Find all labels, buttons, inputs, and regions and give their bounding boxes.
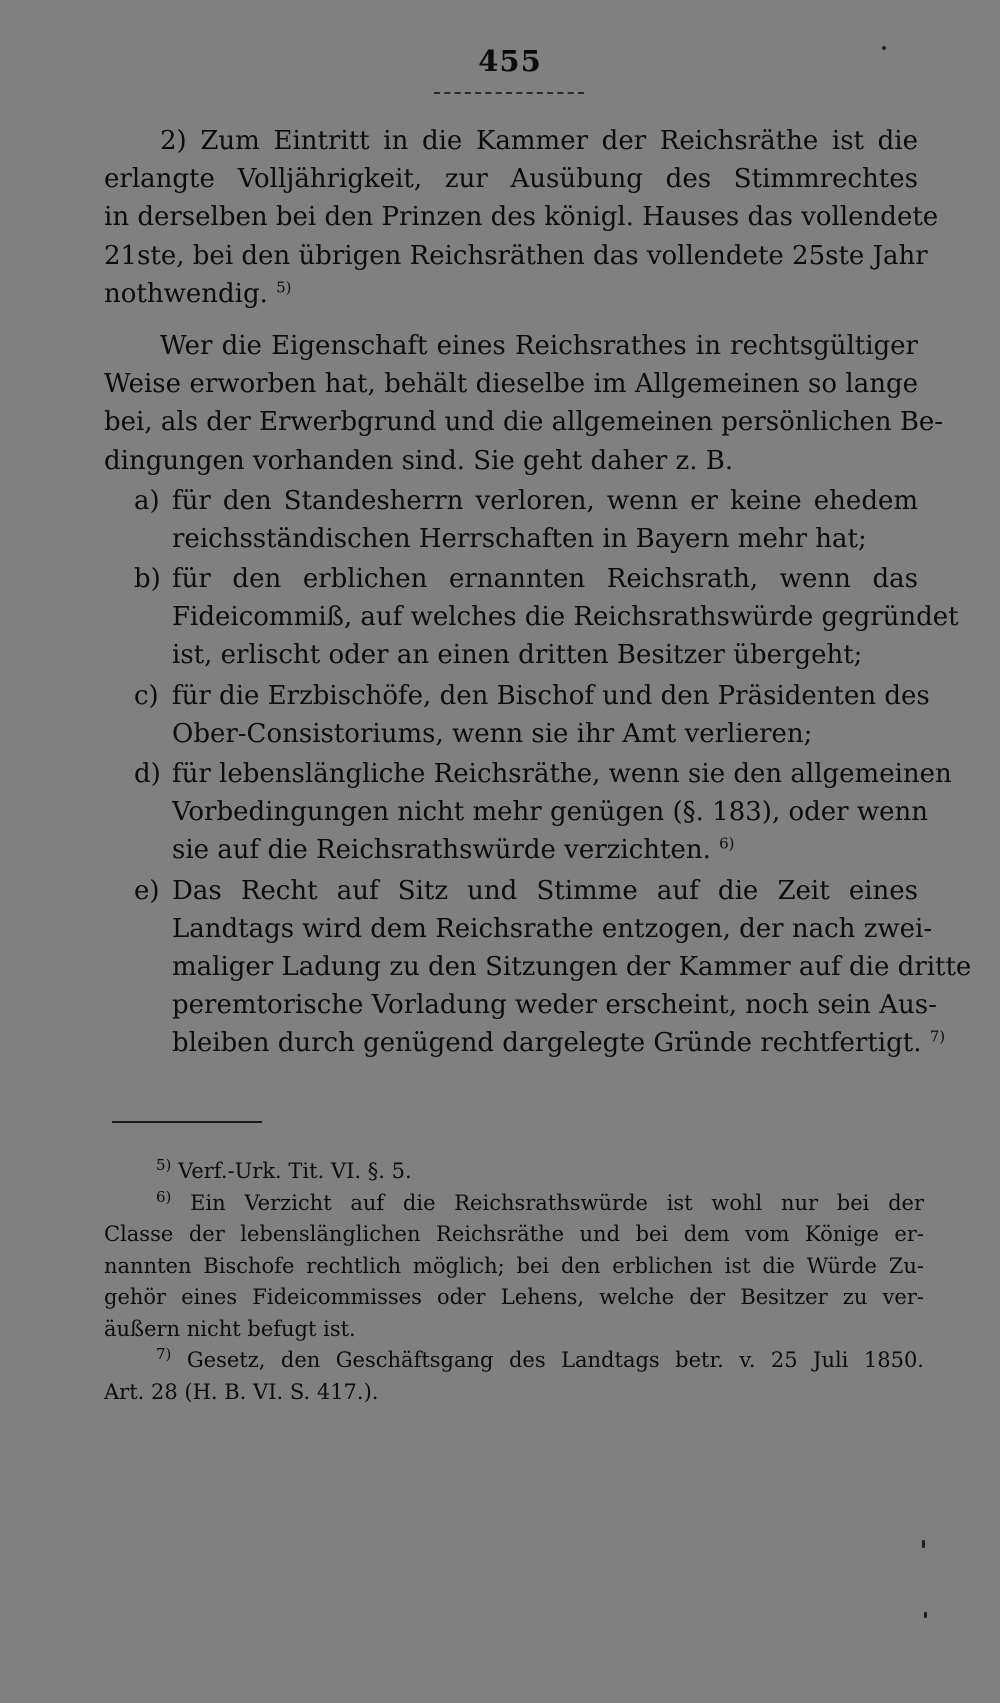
text-line: für den Standesherrn verloren, wenn er keine ehedem	[172, 485, 918, 516]
text-line: dingungen vorhanden sind. Sie geht daher z. B.	[104, 445, 734, 476]
text-line: Das Recht auf Sitz und Stimme auf die Zeit eines	[172, 875, 918, 906]
footnote-line	[104, 1188, 924, 1220]
footnote-line: Classe der lebenslänglichen Reichsräthe und bei dem vom Könige er-	[104, 1222, 924, 1246]
text-line: maliger Ladung zu den Sitzungen der Kammer auf die dritte	[172, 951, 972, 982]
footnote-text: Verf.-Urk. Tit. VI. §. 5.	[178, 1159, 412, 1183]
footnote-7	[104, 1345, 924, 1408]
footnote-line	[104, 1345, 924, 1377]
footnote-ref-7: 7)	[929, 1027, 946, 1046]
paragraph-1	[104, 122, 939, 313]
scan-speck	[924, 1612, 927, 1618]
text-line: bei, als der Erwerbgrund und die allgemeinen persönlichen Be-	[104, 407, 944, 438]
footnote-line: gehör eines Fideicommisses oder Lehens, welche der Besitzer zu ver-	[104, 1285, 924, 1309]
footnote-text: Gesetz, den Geschäftsgang des Landtags betr. v. 25 Juli 1850.	[186, 1348, 924, 1372]
text-line-content: bleiben durch genügend dargelegte Gründe rechtfertigt.	[172, 1028, 922, 1059]
text-line: 2) Zum Eintritt in die Kammer der Reichsräthe ist die	[160, 126, 918, 156]
item-marker: c)	[134, 680, 159, 711]
scan-speck	[882, 46, 886, 50]
text-line: reichsständischen Herrschaften in Bayern mehr hat;	[172, 523, 867, 554]
list-item-d	[104, 755, 952, 870]
text-line: Landtags wird dem Reichsrathe entzogen, der nach zwei-	[172, 913, 933, 944]
text-line: peremtorische Vorladung weder erscheint, noch sein Aus-	[172, 990, 937, 1021]
text-line: 21ste, bei den übrigen Reichsräthen das vollendete 25ste Jahr	[104, 240, 928, 271]
list-item-c	[104, 677, 930, 753]
footnote-5	[104, 1156, 924, 1188]
text-line	[172, 1024, 946, 1062]
text-line: ist, erlischt oder an einen dritten Besitzer übergeht;	[172, 640, 863, 671]
text-line: Weise erworben hat, behält dieselbe im Allgemeinen so lange	[104, 369, 918, 400]
footnote-text: Ein Verzicht auf die Reichsrathswürde ist wohl nur bei der	[190, 1190, 924, 1215]
text-line: für die Erzbischöfe, den Bischof und den Präsidenten des	[172, 680, 930, 711]
footnote-ref-6: 6)	[719, 834, 735, 853]
footnote-rule	[112, 1121, 262, 1123]
footnote-line: äußern nicht befugt ist.	[104, 1316, 356, 1341]
item-marker: d)	[134, 759, 161, 789]
footnote-mark: 6)	[156, 1187, 172, 1206]
main-text	[104, 122, 972, 1063]
footnote-mark: 7)	[156, 1345, 172, 1363]
scan-speck	[922, 1540, 925, 1548]
item-marker: e)	[134, 875, 160, 906]
text-line: Vorbedingungen nicht mehr genügen (§. 183), oder wenn	[172, 797, 928, 828]
text-line	[172, 831, 918, 869]
text-line: für lebenslängliche Reichsräthe, wenn sie den allgemeinen	[172, 759, 952, 789]
text-line: Fideicommiß, auf welches die Reichsrathswürde gegründet	[172, 602, 959, 633]
paragraph-2	[104, 327, 944, 480]
item-marker: a)	[134, 485, 160, 516]
header-rule	[434, 92, 584, 94]
footnote-mark: 5)	[156, 1156, 172, 1174]
footnote-line: nannten Bischofe rechtlich möglich; bei den erblichen ist die Würde Zu-	[104, 1253, 924, 1278]
footnote-ref-5: 5)	[276, 278, 292, 297]
footnotes	[104, 1156, 924, 1408]
text-line: Wer die Eigenschaft eines Reichsrathes in rechtsgültiger	[160, 330, 918, 361]
footnote-line: Art. 28 (H. B. VI. S. 417.).	[104, 1379, 379, 1404]
page-number: 455	[478, 44, 542, 78]
footnote-line	[104, 1156, 924, 1188]
text-line: Ober-Consistoriums, wenn sie ihr Amt verlieren;	[172, 718, 813, 749]
text-line	[104, 275, 918, 313]
text-line-content: sie auf die Reichsrathswürde verzichten.	[172, 835, 711, 866]
text-line: für den erblichen ernannten Reichsrath, wenn das	[172, 564, 918, 595]
footnote-6	[104, 1188, 924, 1346]
list-item-a	[104, 482, 918, 558]
list-item-b	[104, 560, 959, 675]
text-line: in derselben bei den Prinzen des königl. Hauses das vollendete	[104, 202, 939, 233]
text-line-content: nothwendig.	[104, 278, 268, 309]
text-line: erlangte Volljährigkeit, zur Ausübung des Stimmrechtes	[104, 164, 918, 195]
list-item-e	[104, 872, 972, 1063]
item-marker: b)	[134, 564, 161, 595]
